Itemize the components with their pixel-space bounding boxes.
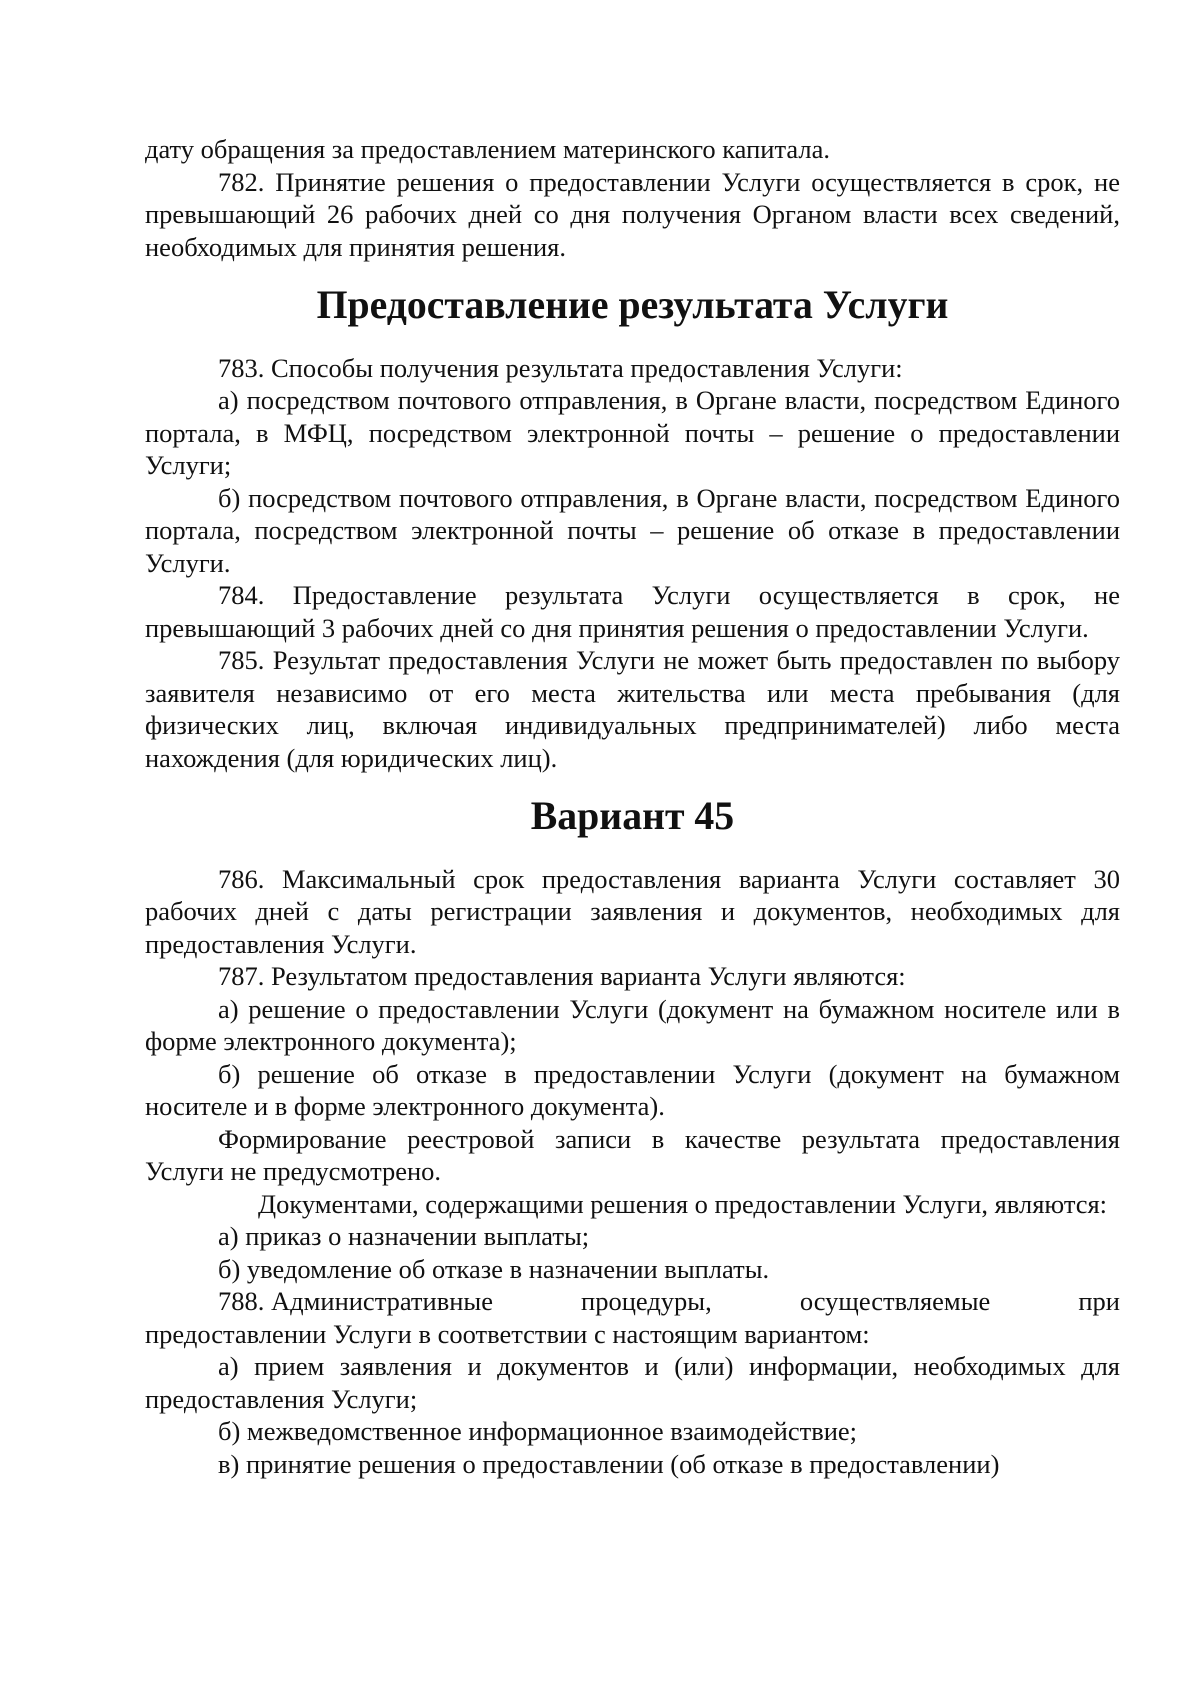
paragraph-787-b: б) решение об отказе в предоставлении Услуги (документ на бумажном носителе и в форме электронного документа).: [145, 1058, 1120, 1121]
paragraph-788-word: при: [1078, 1286, 1120, 1316]
paragraph-788-c: в) принятие решения о предоставлении (об отказе в предоставлении): [218, 1448, 1000, 1479]
paragraph-786: 786. Максимальный срок предоставления варианта Услуги составляет 30 рабочих дней с даты регистрации заявления и документов, необходимых для предоставления Услуги.: [145, 863, 1120, 959]
paragraph-783-a: а) посредством почтового отправления, в Органе власти, посредством Единого портала, в МФЦ, посредством электронной почты – решение о предоставлении Услуги;: [145, 385, 1120, 480]
document-page: [145, 133, 1120, 1480]
paragraph-788-b: б) межведомственное информационное взаимодействие;: [218, 1416, 858, 1446]
section-heading-variant: Вариант 45: [530, 794, 735, 838]
paragraph-787-a: а) решение о предоставлении Услуги (документ на бумажном носителе или в форме электронного документа);: [145, 993, 1120, 1056]
paragraph-782: 782. Принятие решения о предоставлении Услуги осуществляется в срок, не превышающий 26 рабочих дней со дня получения Органом власти всех сведений, необходимых для принятия решения.: [145, 166, 1120, 262]
paragraph-788-rest: предоставлении Услуги в соответствии с настоящим вариантом:: [145, 1318, 870, 1349]
paragraph-788-word: процедуры,: [581, 1286, 712, 1316]
paragraph-783: 783. Способы получения результата предоставления Услуги:: [218, 352, 903, 383]
paragraph-documents: Документами, содержащими решения о предоставлении Услуги, являются:: [258, 1188, 1108, 1219]
paragraph-788-first-line: [145, 1285, 1120, 1318]
paragraph-788-word: осуществляемые: [799, 1286, 991, 1316]
paragraph-788-word: 788. Административные: [218, 1286, 493, 1316]
paragraph-continuation: дату обращения за предоставлением материнского капитала.: [145, 134, 830, 164]
paragraph-788-a: а) прием заявления и документов и (или) информации, необходимых для предоставления Услуги;: [145, 1351, 1120, 1414]
paragraph-787: 787. Результатом предоставления варианта Услуги являются:: [218, 961, 906, 991]
paragraph-784: 784. Предоставление результата Услуги осуществляется в срок, не превышающий 3 рабочих дней со дня принятия решения о предоставлении Услуги.: [145, 580, 1120, 643]
paragraph-registry: Формирование реестровой записи в качестве результата предоставления Услуги не предусмотрено.: [145, 1123, 1120, 1186]
paragraph-documents-a: а) приказ о назначении выплаты;: [218, 1221, 590, 1251]
paragraph-783-b: б) посредством почтового отправления, в Органе власти, посредством Единого портала, посредством электронной почты – решение об отказе в предоставлении Услуги.: [145, 482, 1120, 578]
paragraph-785: 785. Результат предоставления Услуги не может быть предоставлен по выбору заявителя независимо от его места жительства или места пребывания (для физических лиц, включая индивидуальных предпринимателей) либо места нахождения (для юридических лиц).: [145, 645, 1120, 773]
section-heading-result: Предоставление результата Услуги: [316, 283, 949, 327]
paragraph-documents-b: б) уведомление об отказе в назначении выплаты.: [218, 1253, 770, 1284]
